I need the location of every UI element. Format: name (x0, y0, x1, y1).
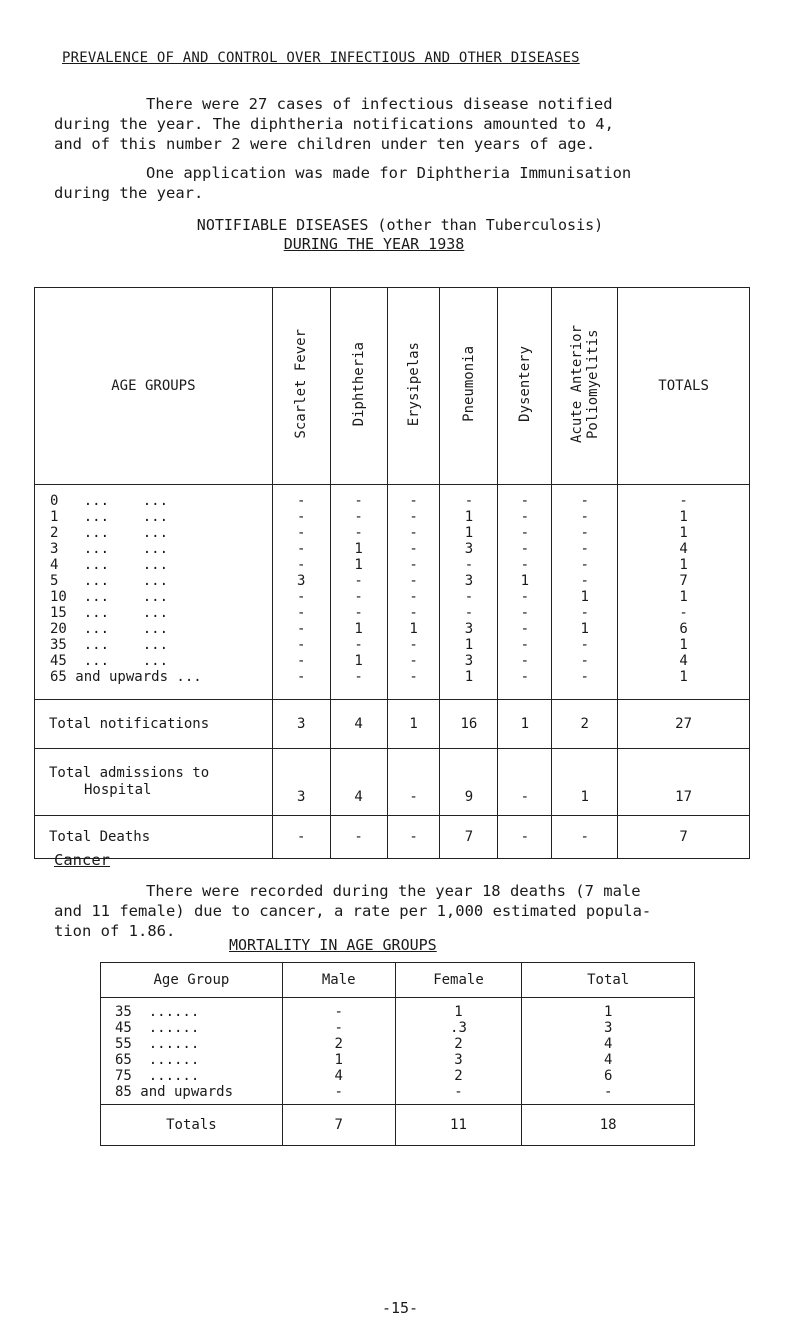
cell: - (272, 816, 330, 859)
diphtheria-paragraph: There were 27 cases of infectious disease notified during the year. The diphtheria notifications amounted to 4, and of this number 2 were children under ten years of age. (54, 95, 614, 153)
cell: - (552, 669, 618, 700)
cell: - (498, 509, 552, 525)
cell: - (552, 485, 618, 510)
header-dysentery: Dysentery (498, 288, 552, 485)
cell: - (272, 669, 330, 700)
cell: - (330, 509, 387, 525)
header-poliomyelitis: Acute Anterior Poliomyelitis (552, 288, 618, 485)
cell: - (498, 669, 552, 700)
age-group-cell: 5 ... ... (35, 573, 273, 589)
age-group-cell: 3 ... ... (35, 541, 273, 557)
cell: - (387, 749, 440, 816)
cell: - (498, 637, 552, 653)
cell: 1 (618, 525, 750, 541)
table-row (35, 589, 750, 605)
cell: 3 (272, 700, 330, 749)
cell: 4 (618, 653, 750, 669)
cell: 1 (522, 998, 695, 1021)
cell: - (387, 589, 440, 605)
cell: 7 (282, 1105, 395, 1146)
cell: 1 (440, 509, 498, 525)
cell: 1 (552, 621, 618, 637)
cell: - (387, 541, 440, 557)
table-row (101, 1052, 695, 1068)
age-group-cell: 35 ...... (101, 998, 283, 1021)
table-header-row (35, 288, 750, 485)
cell: - (272, 557, 330, 573)
table-row (101, 1020, 695, 1036)
cell: - (387, 605, 440, 621)
cancer-paragraph: There were recorded during the year 18 deaths (7 male and 11 female) due to cancer, a rate per 1,000 estimated popula- tion of 1.86. (54, 882, 652, 940)
table-row (35, 637, 750, 653)
cell: - (552, 525, 618, 541)
cell: 3 (522, 1020, 695, 1036)
cell: 4 (330, 749, 387, 816)
cell: 1 (618, 509, 750, 525)
cell: - (552, 509, 618, 525)
cell: - (387, 573, 440, 589)
row-label (35, 749, 273, 816)
header-age-groups: AGE GROUPS (35, 288, 273, 485)
age-group-cell: 55 ...... (101, 1036, 283, 1052)
cell: - (330, 525, 387, 541)
table-row (35, 573, 750, 589)
cell: - (552, 637, 618, 653)
row-label: Total Deaths (35, 816, 273, 859)
cell: 3 (440, 541, 498, 557)
cell: - (440, 605, 498, 621)
cell: - (498, 749, 552, 816)
cell: 2 (395, 1036, 522, 1052)
page-heading: PREVALENCE OF AND CONTROL OVER INFECTIOUS AND OTHER DISEASES (62, 50, 580, 66)
cell: - (552, 653, 618, 669)
row-label: Totals (101, 1105, 283, 1146)
cell: 7 (618, 573, 750, 589)
cell: - (498, 525, 552, 541)
age-group-cell: 85 and upwards (101, 1084, 283, 1105)
age-group-cell: 2 ... ... (35, 525, 273, 541)
cell: - (387, 557, 440, 573)
cell: - (330, 816, 387, 859)
cell: - (282, 1020, 395, 1036)
cell: 1 (387, 621, 440, 637)
cell: 1 (618, 669, 750, 700)
cell: 1 (440, 637, 498, 653)
cell: - (552, 573, 618, 589)
cell: 1 (618, 637, 750, 653)
cell: 1 (440, 669, 498, 700)
cell: 7 (618, 816, 750, 859)
cell: - (387, 669, 440, 700)
header-age-group: Age Group (101, 963, 283, 998)
cell: 3 (272, 573, 330, 589)
age-group-cell: 20 ... ... (35, 621, 273, 637)
cell: - (552, 605, 618, 621)
cell: 4 (618, 541, 750, 557)
age-group-cell: 4 ... ... (35, 557, 273, 573)
cell: - (498, 589, 552, 605)
age-group-cell: 65 and upwards ... (35, 669, 273, 700)
age-group-cell: 0 ... ... (35, 485, 273, 510)
cell: - (272, 605, 330, 621)
cell: 3 (395, 1052, 522, 1068)
cell: - (282, 1084, 395, 1105)
table-row (35, 653, 750, 669)
table-row (35, 541, 750, 557)
cell: - (498, 621, 552, 637)
cell: - (552, 557, 618, 573)
cell: - (387, 485, 440, 510)
cell: 9 (440, 749, 498, 816)
cell: 2 (282, 1036, 395, 1052)
cell: - (272, 509, 330, 525)
age-group-cell: 45 ... ... (35, 653, 273, 669)
table-row (35, 509, 750, 525)
age-group-cell: 35 ... ... (35, 637, 273, 653)
cell: 3 (440, 573, 498, 589)
cell: - (498, 653, 552, 669)
cell: 16 (440, 700, 498, 749)
cell: 4 (522, 1052, 695, 1068)
cell: 1 (498, 573, 552, 589)
cell: - (330, 637, 387, 653)
cell: 6 (618, 621, 750, 637)
header-erysipelas: Erysipelas (387, 288, 440, 485)
cell: - (272, 653, 330, 669)
cell: - (440, 589, 498, 605)
header-diphtheria: Diphtheria (330, 288, 387, 485)
page-number: -15- (381, 1299, 419, 1317)
table-row (101, 998, 695, 1021)
table-row (35, 557, 750, 573)
table-row (35, 485, 750, 510)
header-scarlet-fever: Scarlet Fever (272, 288, 330, 485)
cancer-heading: Cancer (54, 851, 110, 869)
cell: 1 (552, 589, 618, 605)
immunisation-paragraph: One application was made for Diphtheria Immunisation during the year. (54, 164, 632, 202)
cell: 1 (618, 557, 750, 573)
cell: - (395, 1084, 522, 1105)
cell: - (272, 485, 330, 510)
age-group-cell: 1 ... ... (35, 509, 273, 525)
cell: - (498, 816, 552, 859)
row-label-line1: Total admissions to (49, 765, 210, 781)
table-row (35, 621, 750, 637)
cell: - (272, 525, 330, 541)
header-totals: TOTALS (618, 288, 750, 485)
cell: - (498, 605, 552, 621)
mortality-title: MORTALITY IN AGE GROUPS (229, 936, 437, 954)
age-group-cell: 65 ...... (101, 1052, 283, 1068)
cell: - (272, 589, 330, 605)
cell: - (272, 637, 330, 653)
notifiable-diseases-title: NOTIFIABLE DISEASES (other than Tuberculosis) (196, 216, 604, 234)
cell: - (272, 621, 330, 637)
cell: 4 (522, 1036, 695, 1052)
cell: - (282, 998, 395, 1021)
cell: 3 (440, 653, 498, 669)
cell: - (498, 541, 552, 557)
cell: - (387, 653, 440, 669)
cell: - (330, 669, 387, 700)
cell: .3 (395, 1020, 522, 1036)
table-row (35, 669, 750, 700)
cell: - (330, 573, 387, 589)
cell: - (387, 509, 440, 525)
table-row (101, 1084, 695, 1105)
cell: - (387, 525, 440, 541)
cell: - (330, 485, 387, 510)
total-deaths-row (35, 816, 750, 859)
cell: - (330, 605, 387, 621)
cell: 2 (552, 700, 618, 749)
age-group-cell: 75 ...... (101, 1068, 283, 1084)
cell: 18 (522, 1105, 695, 1146)
age-group-cell: 45 ...... (101, 1020, 283, 1036)
cell: 1 (498, 700, 552, 749)
table-row (35, 605, 750, 621)
total-notifications-row (35, 700, 750, 749)
cell: 1 (552, 749, 618, 816)
cell: - (498, 485, 552, 510)
cell: 3 (440, 621, 498, 637)
header-total: Total (522, 963, 695, 998)
table-row (101, 1036, 695, 1052)
cell: 2 (395, 1068, 522, 1084)
header-pneumonia: Pneumonia (440, 288, 498, 485)
cell: - (440, 557, 498, 573)
cell: 4 (282, 1068, 395, 1084)
cell: - (272, 541, 330, 557)
cell: 1 (282, 1052, 395, 1068)
notifiable-diseases-table (34, 287, 750, 859)
cell: 1 (330, 621, 387, 637)
table-row (101, 1068, 695, 1084)
age-group-cell: 15 ... ... (35, 605, 273, 621)
cell: - (387, 637, 440, 653)
cell: - (498, 557, 552, 573)
table-row (35, 525, 750, 541)
cell: - (552, 816, 618, 859)
cell: 1 (395, 998, 522, 1021)
cell: - (618, 485, 750, 510)
cell: 27 (618, 700, 750, 749)
header-female: Female (395, 963, 522, 998)
cell: 1 (387, 700, 440, 749)
cell: 1 (330, 557, 387, 573)
cell: - (522, 1084, 695, 1105)
cell: 6 (522, 1068, 695, 1084)
cell: - (387, 816, 440, 859)
cell: 3 (272, 749, 330, 816)
notifiable-diseases-subtitle: DURING THE YEAR 1938 (283, 235, 465, 253)
row-label: Total notifications (35, 700, 273, 749)
row-label-line2: Hospital (84, 782, 152, 798)
cell: 7 (440, 816, 498, 859)
header-male: Male (282, 963, 395, 998)
table-header-row (101, 963, 695, 998)
cell: - (330, 589, 387, 605)
cell: 17 (618, 749, 750, 816)
cell: - (552, 541, 618, 557)
age-group-cell: 10 ... ... (35, 589, 273, 605)
cell: 1 (330, 653, 387, 669)
totals-row (101, 1105, 695, 1146)
cell: - (440, 485, 498, 510)
mortality-table (100, 962, 695, 1146)
cell: 1 (618, 589, 750, 605)
total-admissions-row (35, 749, 750, 816)
cell: - (618, 605, 750, 621)
cell: 1 (330, 541, 387, 557)
cell: 11 (395, 1105, 522, 1146)
cell: 1 (440, 525, 498, 541)
cell: 4 (330, 700, 387, 749)
